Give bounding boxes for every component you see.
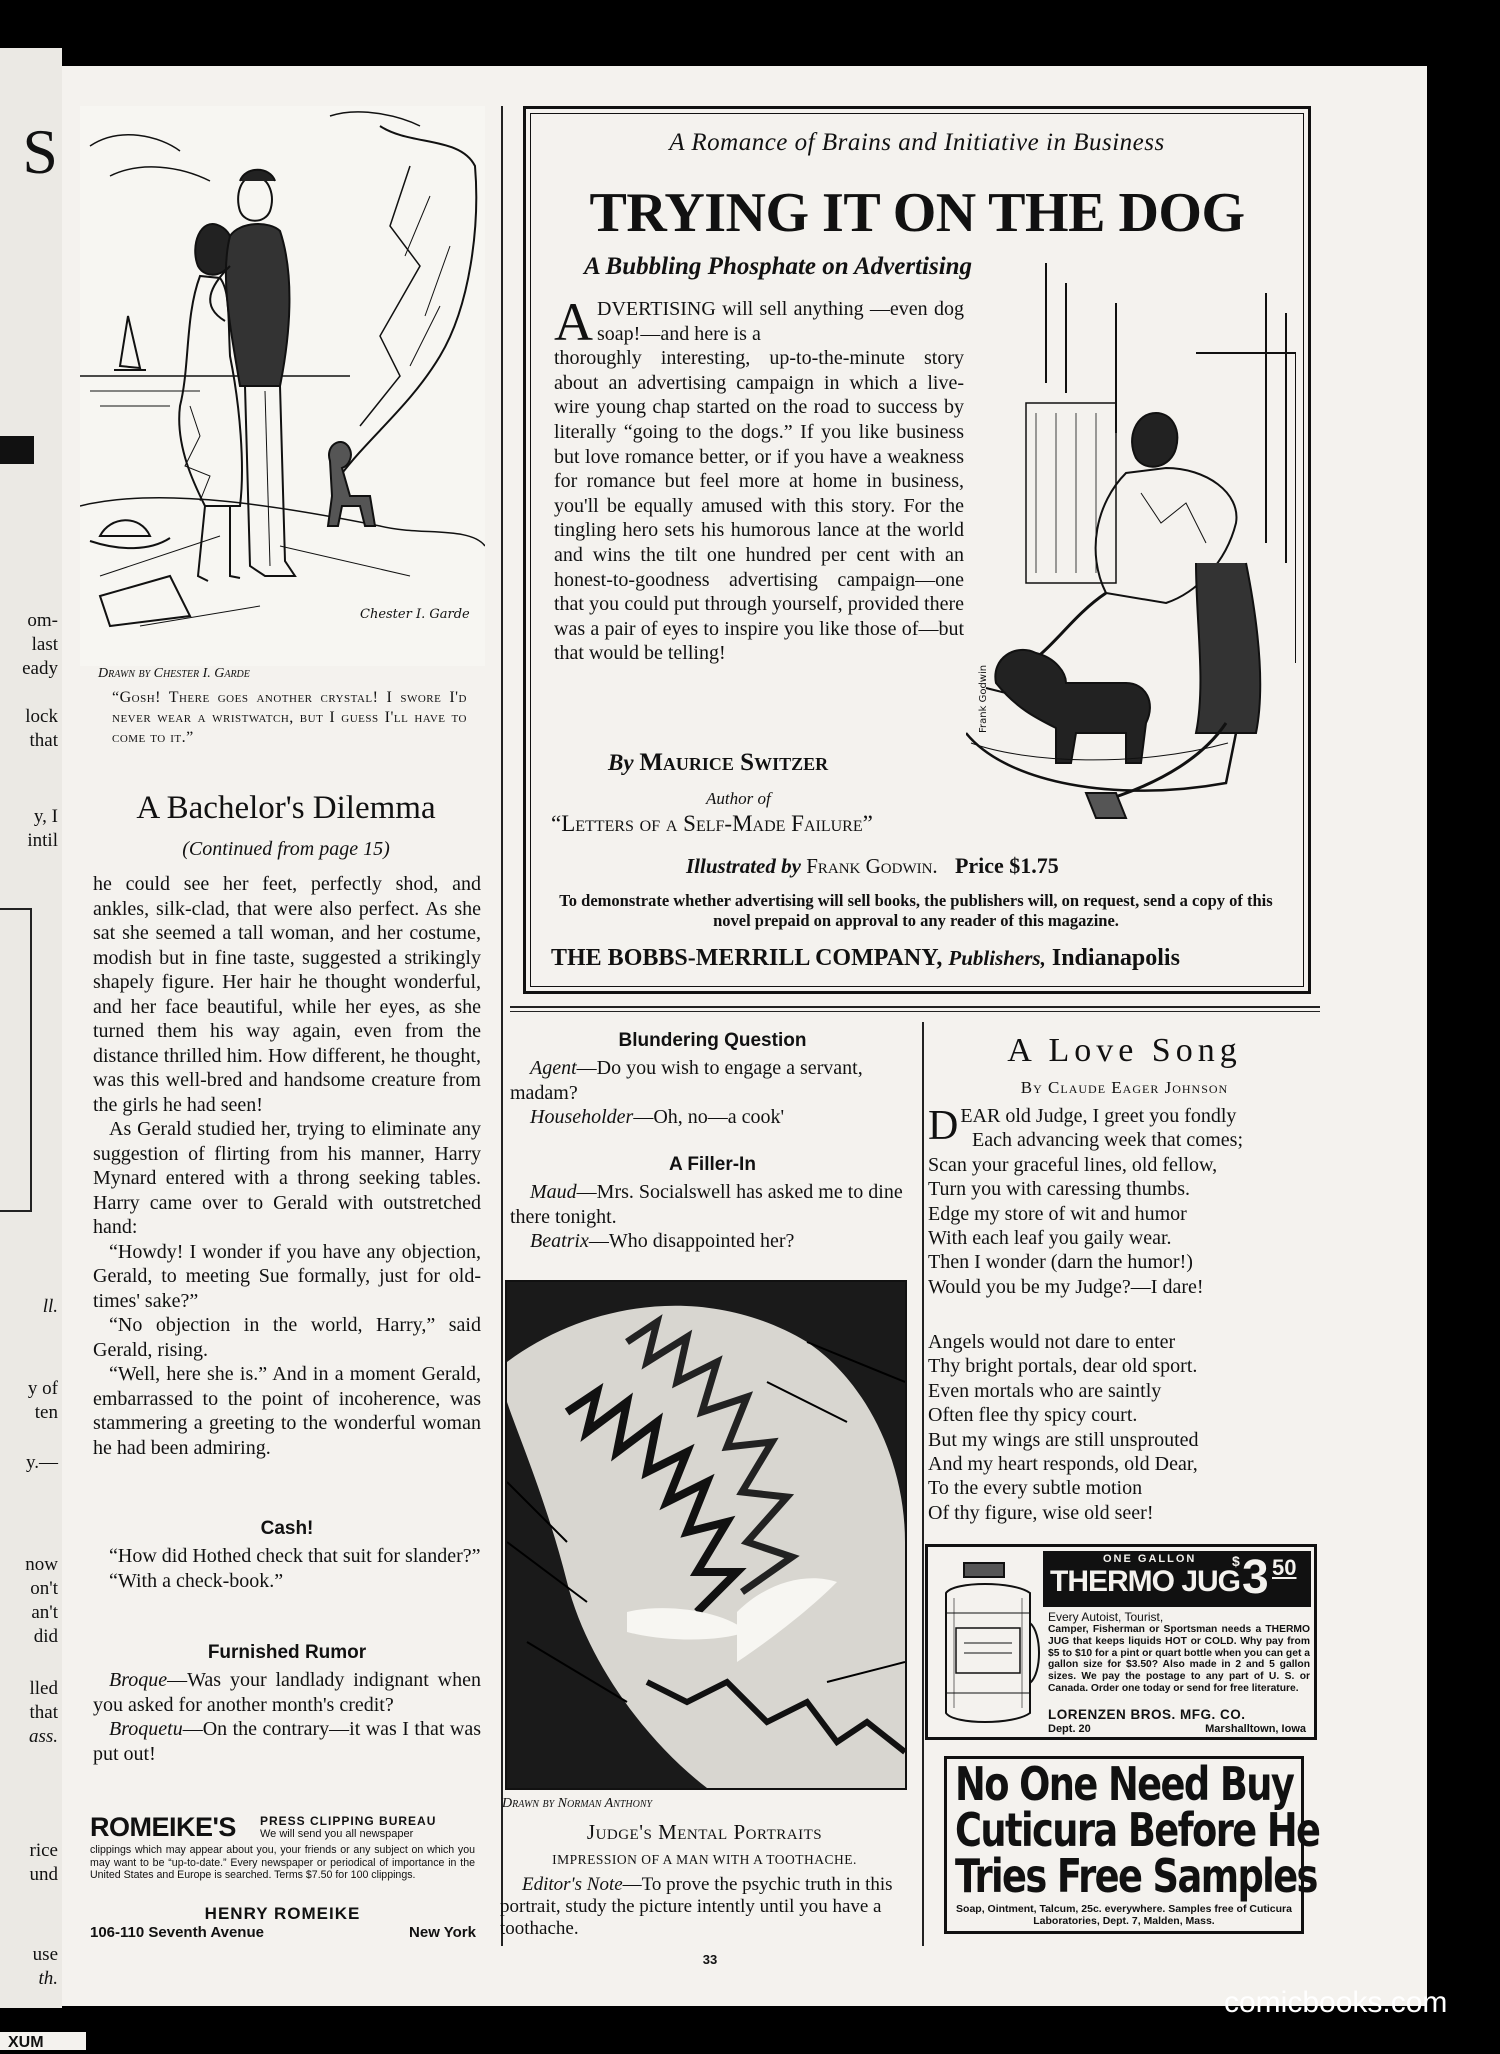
thermo-jug-price: 3: [1242, 1551, 1269, 1604]
poem-line: With each leaf you gaily wear.: [928, 1227, 1172, 1250]
ad-kicker: A Romance of Brains and Initiative in Business: [669, 129, 1165, 156]
cuticura-line-1: No One Need Buy: [955, 1757, 1294, 1811]
poem-line: Often flee thy spicy court.: [928, 1404, 1138, 1427]
ad-subtitle: A Bubbling Phosphate on Advertising: [584, 253, 973, 280]
page-number: 33: [702, 1952, 718, 1967]
facing-fragment: last: [31, 634, 58, 655]
thermo-jug-lead: Every Autoist, Tourist,: [1048, 1610, 1164, 1624]
column-rule-left: [501, 106, 503, 1946]
poem-line: Even mortals who are saintly: [928, 1379, 1162, 1402]
toothache-art: [507, 1282, 905, 1788]
cuticura-line-2: Cuticura Before He: [955, 1803, 1320, 1857]
romeike-proprietor: HENRY ROMEIKE: [204, 1904, 361, 1923]
thermo-jug-body: Camper, Fisherman or Sportsman needs a THERMO JUG that keeps liquids HOT or COLD. Why pay from $5 to $10 for a pint or quart bottle when you can get a gallon size for $3.50? Also made in 2 and 5 gallon sizes. We pay the postage to any part of U. S. or Canada. Order one today or send for free literature.: [1048, 1624, 1310, 1694]
facing-fragment: that: [29, 730, 58, 751]
portrait-title: Judge's Mental Portraits: [586, 1820, 823, 1844]
cartoon-signature: Chester I. Garde: [360, 607, 470, 622]
story-title: A Bachelor's Dilemma: [136, 790, 436, 826]
ad-publisher-role: Publishers,: [948, 946, 1046, 970]
facing-fragment: now: [25, 1554, 58, 1575]
ad-byline: [608, 749, 828, 777]
poem-line: Would you be my Judge?—I dare!: [928, 1275, 1204, 1298]
facing-fragment: y.—: [25, 1452, 58, 1473]
cartoon-credit: Drawn by Chester I. Garde: [98, 666, 250, 681]
ad-author: Maurice Switzer: [639, 749, 829, 776]
ad-publisher-city: Indianapolis: [1051, 945, 1180, 971]
story-paragraph: As Gerald studied her, trying to eliminate any suggestion of flirting from his manner, Harry Mynard entered with a throng seeking tables. Harry came over to Gerald with outstretched hand:: [93, 1118, 481, 1238]
cash-line: “With a check-book.”: [109, 1569, 284, 1592]
dog-washing-illustration: [966, 263, 1296, 823]
poem-line: Turn you with caressing thumbs.: [928, 1178, 1191, 1201]
rumor-line: —Was your landlady indignant when you asked for another month's credit?: [93, 1669, 481, 1716]
joke-line: —Mrs. Socialswell has asked me to dine there tonight.: [510, 1181, 903, 1228]
facing-fragment: did: [33, 1626, 58, 1647]
romeike-city: New York: [409, 1924, 476, 1941]
story-continued-note: (Continued from page 15): [182, 838, 390, 860]
ad-illustrated-by: Illustrated by: [686, 854, 801, 878]
cuticura-line-3: Tries Free Samples: [955, 1849, 1317, 1903]
cartoon-caption: “Gosh! There goes another crystal! I swore I'd never wear a wristwatch, but I guess I'll have to come to it.”: [112, 689, 467, 746]
ad-author-of: Author of: [706, 789, 771, 808]
ad-illustration-credit: [686, 853, 1059, 879]
cash-line: “How did Hothed check that suit for slander?”: [109, 1545, 481, 1567]
thermo-jug-cents: 50: [1272, 1555, 1297, 1580]
facing-fragment: und: [29, 1864, 58, 1885]
facing-fragment: y of: [27, 1378, 58, 1399]
portrait-subtitle: IMPRESSION OF A MAN WITH A TOOTHACHE.: [552, 1852, 857, 1867]
blundering-question-title: Blundering Question: [618, 1030, 807, 1051]
facing-fragment: eady: [22, 658, 58, 679]
toothache-portrait: [505, 1280, 907, 1790]
story-paragraph: “No objection in the world, Harry,” said Gerald, rising.: [93, 1314, 481, 1361]
romeike-address: 106-110 Seventh Avenue: [90, 1924, 264, 1941]
ad-title: TRYING IT ON THE DOG: [589, 182, 1245, 244]
rumor-speaker: Broquetu: [109, 1718, 183, 1740]
editors-note: [500, 1874, 905, 1940]
filler-in-joke: [510, 1180, 915, 1254]
facing-fragment: lock: [25, 706, 58, 727]
cash-joke: [93, 1544, 481, 1593]
poem-line: And my heart responds, old Dear,: [928, 1453, 1198, 1476]
romeike-body: clippings which may appear about you, your friends or any subject on which you may want to be “up-to-date.” Every newspaper or periodical of importance in the United States and Europe is searched. Terms $7.50 for 100 clippings.: [90, 1844, 475, 1881]
thermo-jug-size: ONE GALLON: [1103, 1553, 1197, 1565]
ad-price: Price $1.75: [954, 853, 1059, 878]
column-rule-right: [922, 1022, 924, 1946]
joke-speaker: Maud: [530, 1181, 577, 1203]
facing-page-edge: [0, 48, 62, 2008]
story-paragraph: he could see her feet, perfectly shod, and ankles, silk-clad, that were also perfect. As she sat she seemed a tall woman, and her costume, modish but in fine taste, suggested a strikingly shapely figure. Her hair he thought wonderful, and her face beautiful, while her eyes, as she turned them his way again, even from the distance thrilled him. How different, he thought, was this well-bred and handsome creature from the girls he had seen!: [93, 873, 481, 1116]
rumor-joke: [93, 1668, 481, 1766]
joke-line: —Oh, no—a cook': [633, 1106, 785, 1128]
joke-speaker: Beatrix: [530, 1230, 589, 1252]
thermo-jug-icon: [934, 1553, 1042, 1733]
thermo-jug-city: Marshalltown, Iowa: [1205, 1723, 1306, 1735]
ad-bottom-rule: [510, 1006, 1320, 1008]
facing-fragment: ten: [34, 1402, 58, 1423]
filler-in-title: A Filler-In: [669, 1154, 756, 1175]
facing-black-mark: [0, 436, 34, 464]
thermo-jug-maker: LORENZEN BROS. MFG. CO.: [1048, 1707, 1246, 1722]
ad-body-text: thoroughly interesting, up-to-the-minute story about an advertising campaign in which a live-wire young chap started on the road to success by literally “going to the dogs.” If you like business but love romance better, or if you have a weakness for romance but feel more at home in business, you'll be equally amused with this story. For the tingling hero sets his humorous lance at the world and wins the tilt one hundred per cent with an honest-to-goodness advertising campaign—one that you could put through yourself, provided there was a pair of eyes to inspire you like those of—but that would be telling!: [554, 347, 964, 665]
editors-note-text: —To prove the psychic truth in this portrait, study the picture intently until you have a toothache.: [500, 1874, 893, 1939]
cuticura-fine-print: Soap, Ointment, Talcum, 25c. everywhere. Samples free of Cuticura Laboratories, Dept. 7, Malden, Mass.: [956, 1903, 1292, 1927]
facing-fragment: lled: [29, 1678, 58, 1699]
editors-note-label: Editor's Note: [522, 1874, 623, 1895]
facing-fragment: rice: [29, 1840, 58, 1861]
ad-prior-work: “Letters of a Self-Made Failure”: [551, 811, 873, 836]
ad-body-first: DVERTISING will sell anything —even dog soap!—and here is a: [597, 298, 964, 345]
poem-line: But my wings are still unsprouted: [928, 1428, 1199, 1451]
joke-line: —Who disappointed her?: [588, 1230, 795, 1252]
facing-fragment: on't: [30, 1578, 58, 1599]
cuticura-ad: [944, 1756, 1320, 1934]
corner-tag: XUM: [0, 2032, 86, 2050]
poem-title: A Love Song: [1007, 1032, 1242, 1069]
facing-fragment: S: [22, 116, 58, 187]
blundering-question-joke: [510, 1056, 915, 1130]
romeike-name: ROMEIKE'S: [90, 1812, 236, 1842]
cash-title: Cash!: [260, 1518, 314, 1539]
story-body: [93, 872, 481, 1460]
facing-fragment: ass.: [28, 1726, 58, 1747]
rumor-line: —On the contrary—it was I that was put out!: [93, 1718, 481, 1765]
poem-line: Thy bright portals, dear old sport.: [928, 1355, 1198, 1378]
ad-byline-prefix: By: [608, 750, 634, 775]
rumor-title: Furnished Rumor: [207, 1642, 367, 1663]
bachelor-cartoon: [80, 106, 485, 666]
poem-line: Edge my store of wit and humor: [928, 1202, 1187, 1225]
illustration-signature: Frank Godwin: [978, 664, 989, 733]
ad-illustrator: Frank Godwin.: [806, 854, 938, 878]
poem-line: Each advancing week that comes;: [972, 1129, 1243, 1152]
facing-fragment: an't: [31, 1602, 58, 1623]
poem-line: Of thy figure, wise old seer!: [928, 1501, 1154, 1524]
poem-line: To the every subtle motion: [928, 1477, 1143, 1500]
facing-fragment: om-: [27, 610, 58, 631]
ad-offer: To demonstrate whether advertising will sell books, the publishers will, on request, send a copy of this novel prepaid on approval to any reader of this magazine.: [559, 891, 1273, 930]
facing-fragment: intil: [27, 830, 58, 851]
ad-bottom-rule-thin: [510, 1011, 1320, 1012]
poem-line: Scan your graceful lines, old fellow,: [928, 1153, 1218, 1176]
facing-box: [0, 908, 32, 1212]
joke-speaker: Agent: [530, 1057, 577, 1079]
thermo-jug-name: THERMO JUG: [1050, 1565, 1241, 1598]
ad-publisher: THE BOBBS-MERRILL COMPANY,: [551, 945, 943, 971]
joke-speaker: Householder: [530, 1106, 634, 1128]
man-washing-dog-art: [966, 263, 1296, 823]
couple-illustration: [80, 106, 485, 666]
joke-line: —Do you wish to engage a servant, madam?: [510, 1057, 863, 1104]
story-paragraph: “Howdy! I wonder if you have any objection, Gerald, to meeting Sue formally, just for old-times' sake?”: [93, 1240, 481, 1312]
thermo-jug-dollar: $: [1232, 1553, 1240, 1569]
rumor-speaker: Broque: [109, 1669, 168, 1691]
romeike-ad: [90, 1812, 480, 1942]
poem-stanza-1: [928, 1104, 1328, 1299]
poem-line: Angels would not dare to enter: [928, 1331, 1176, 1353]
poem-line: EAR old Judge, I greet you fondly: [960, 1105, 1237, 1127]
poem-stanza-2: [928, 1330, 1328, 1525]
thermo-jug-dept: Dept. 20: [1048, 1723, 1091, 1735]
poem-line: Then I wonder (darn the humor!): [928, 1251, 1193, 1274]
poem-drop-cap: D: [928, 1103, 959, 1149]
story-paragraph: “Well, here she is.” And in a moment Gerald, embarrassed to the point of incoherence, was stammering a greeting to the wonderful woman he had been admiring.: [93, 1363, 481, 1459]
romeike-tagline2: We will send you all newspaper: [260, 1828, 414, 1840]
facing-fragment: y, I: [33, 806, 58, 827]
facing-fragment: that: [29, 1702, 58, 1723]
watermark-text: comicbooks.com: [1224, 1986, 1448, 2019]
portrait-credit: Drawn by Norman Anthony: [502, 1796, 653, 1811]
ad-publisher-line: [551, 945, 1291, 972]
thermo-jug-ad: [925, 1544, 1317, 1740]
facing-fragment: use: [32, 1944, 58, 1965]
ad-drop-cap: A: [554, 292, 593, 352]
facing-fragment: th.: [38, 1968, 58, 1989]
ad-body: [554, 292, 964, 666]
romeike-tagline: PRESS CLIPPING BUREAU: [260, 1814, 437, 1828]
poem-byline: By Claude Eager Johnson: [1020, 1078, 1229, 1097]
facing-fragment: ll.: [42, 1296, 58, 1317]
book-advertisement: [523, 106, 1311, 994]
